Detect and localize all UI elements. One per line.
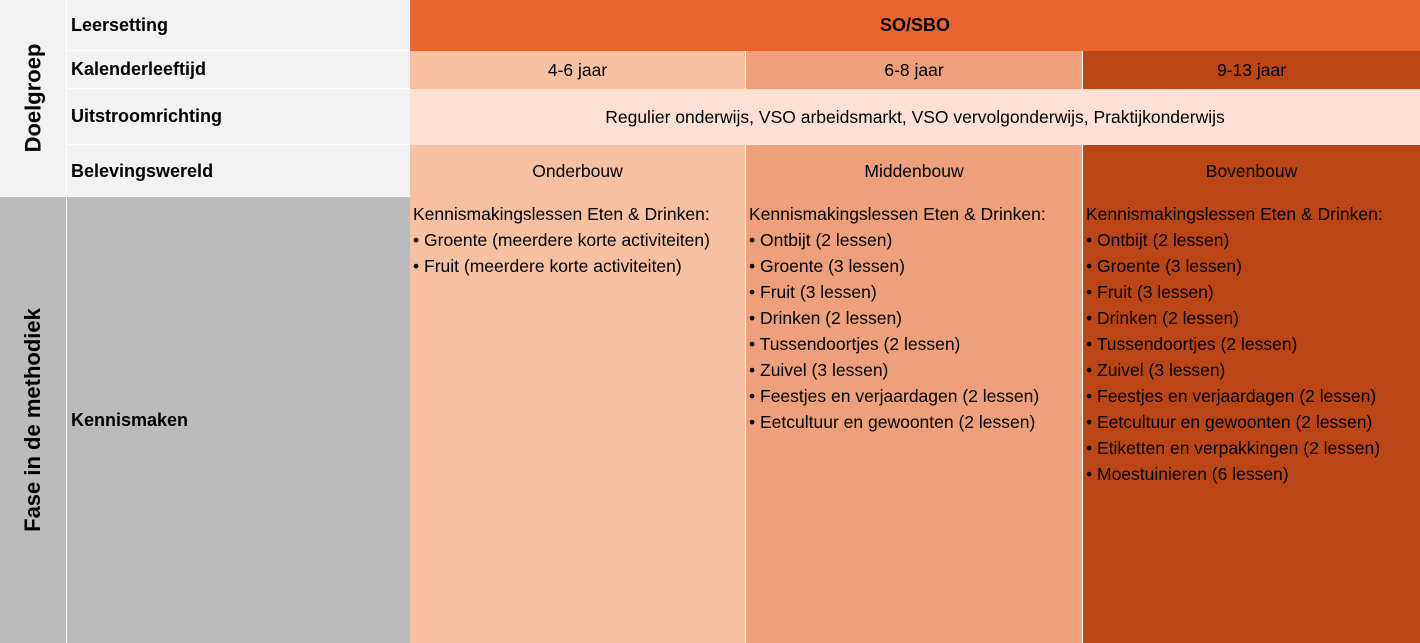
lesson-list-3 [1086, 227, 1417, 487]
lesson-item: • Tussendoortjes (2 lessen) [1086, 331, 1417, 357]
lesson-heading: Kennismakingslessen Eten & Drinken: [413, 204, 710, 224]
uitstroomrichting-label: Uitstroomrichting [67, 89, 410, 145]
belevingswereld-label: Belevingswereld [67, 145, 410, 197]
kennismaken-cell-3 [1083, 197, 1420, 643]
lesson-item: • Groente (3 lessen) [1086, 253, 1417, 279]
lesson-list-2 [749, 227, 1079, 435]
belevingswereld-cell-3: Bovenbouw [1083, 145, 1420, 197]
lesson-heading: Kennismakingslessen Eten & Drinken: [1086, 204, 1383, 224]
lesson-item: • Eetcultuur en gewoonten (2 lessen) [749, 409, 1079, 435]
lesson-list-1 [413, 227, 742, 279]
age-cell-2: 6-8 jaar [746, 51, 1083, 89]
lesson-item: • Zuivel (3 lessen) [749, 357, 1079, 383]
lesson-item: • Etiketten en verpakkingen (2 lessen) [1086, 435, 1417, 461]
fase-label: Fase in de methodiek [20, 308, 46, 532]
lesson-item: • Feestjes en verjaardagen (2 lessen) [749, 383, 1079, 409]
lesson-item: • Fruit (3 lessen) [749, 279, 1079, 305]
doelgroep-label-cell [0, 0, 67, 196]
lesson-item: • Groente (meerdere korte activiteiten) [413, 227, 742, 253]
lesson-item: • Eetcultuur en gewoonten (2 lessen) [1086, 409, 1417, 435]
lesson-item: • Ontbijt (2 lessen) [749, 227, 1079, 253]
lesson-item: • Groente (3 lessen) [749, 253, 1079, 279]
belevingswereld-cell-2: Middenbouw [746, 145, 1083, 197]
belevingswereld-cell-1: Onderbouw [410, 145, 746, 197]
lesson-heading: Kennismakingslessen Eten & Drinken: [749, 204, 1046, 224]
lesson-item: • Moestuinieren (6 lessen) [1086, 461, 1417, 487]
leersetting-value: SO/SBO [410, 0, 1420, 51]
kennismaken-label: Kennismaken [67, 197, 410, 643]
lesson-item: • Feestjes en verjaardagen (2 lessen) [1086, 383, 1417, 409]
lesson-item: • Drinken (2 lessen) [1086, 305, 1417, 331]
age-cell-3: 9-13 jaar [1083, 51, 1420, 89]
lesson-item: • Tussendoortjes (2 lessen) [749, 331, 1079, 357]
kalenderleeftijd-label: Kalenderleeftijd [67, 51, 410, 89]
lesson-item: • Ontbijt (2 lessen) [1086, 227, 1417, 253]
age-cell-1: 4-6 jaar [410, 51, 746, 89]
uitstroom-value: Regulier onderwijs, VSO arbeidsmarkt, VSO vervolgonderwijs, Praktijkonderwijs [410, 89, 1420, 145]
kennismaken-cell-2 [746, 197, 1083, 643]
lesson-item: • Fruit (meerdere korte activiteiten) [413, 253, 742, 279]
kennismaken-cell-1 [410, 197, 746, 643]
lesson-item: • Drinken (2 lessen) [749, 305, 1079, 331]
leersetting-label: Leersetting [67, 0, 410, 51]
fase-label-cell [0, 197, 67, 643]
section-divider [0, 196, 410, 197]
doelgroep-label: Doelgroep [20, 43, 46, 153]
lesson-item: • Fruit (3 lessen) [1086, 279, 1417, 305]
lesson-item: • Zuivel (3 lessen) [1086, 357, 1417, 383]
